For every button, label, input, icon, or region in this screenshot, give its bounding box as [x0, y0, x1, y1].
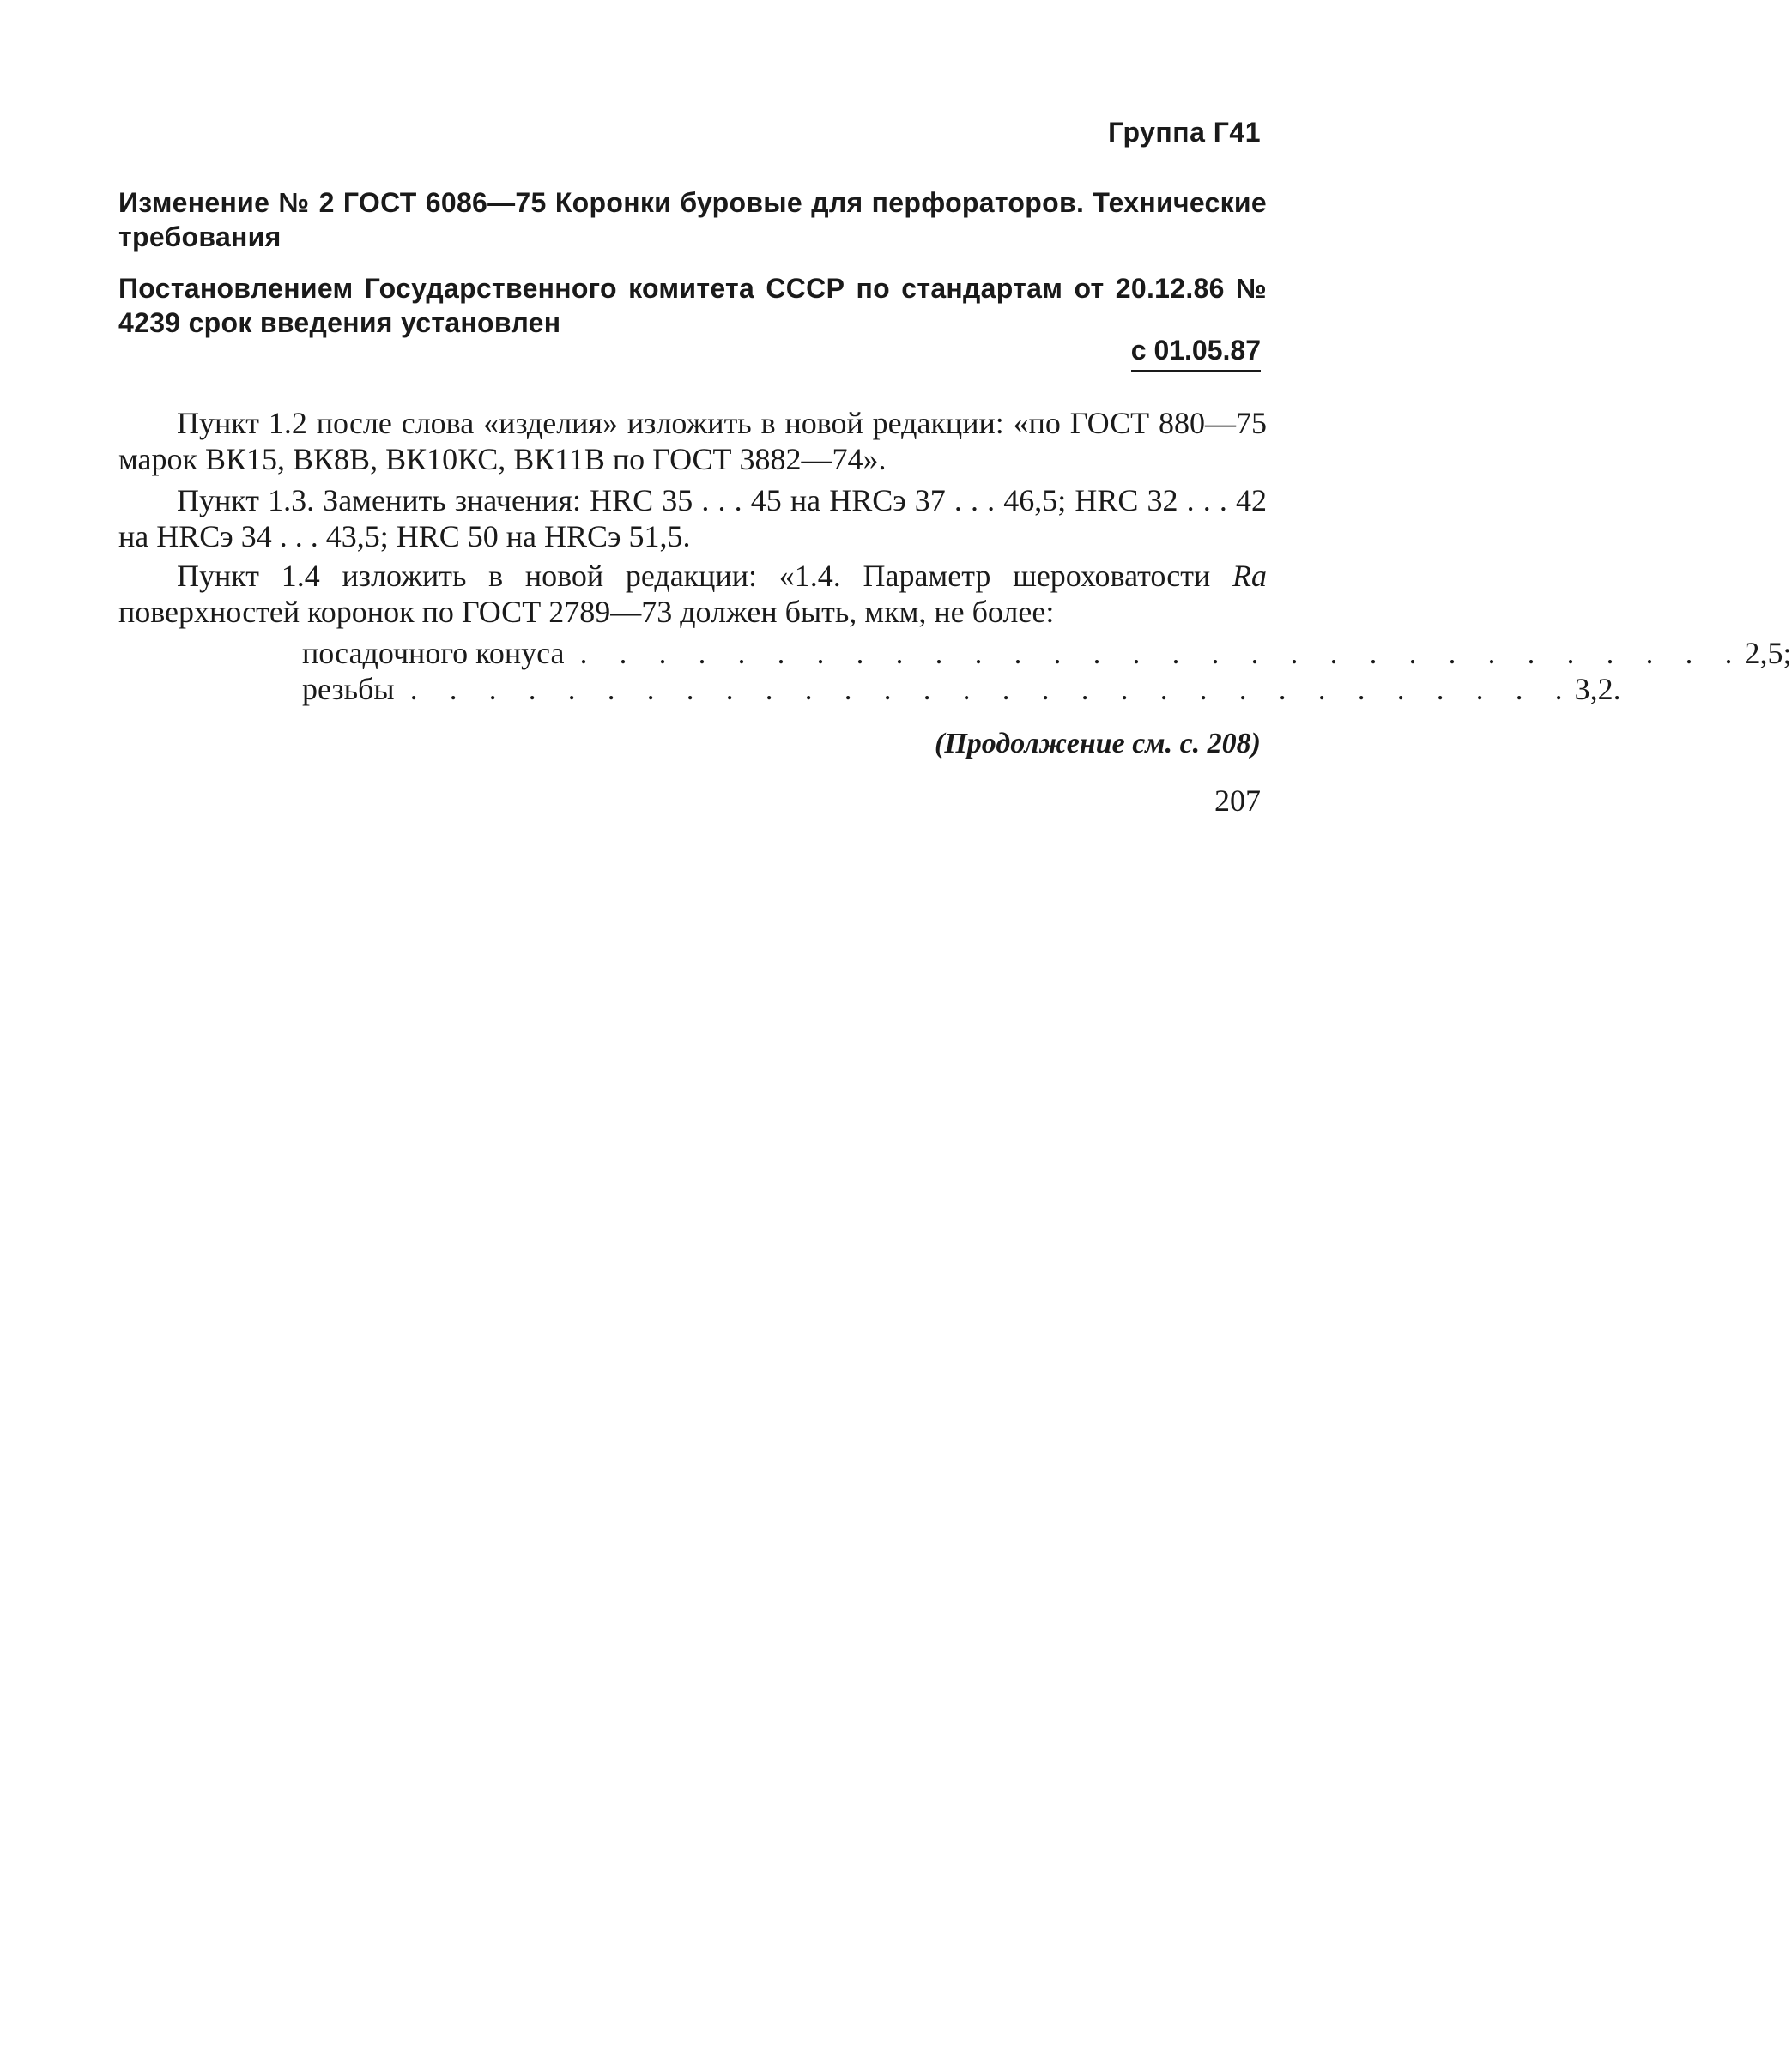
effective-date: с 01.05.87	[1131, 335, 1261, 372]
surface-name: посадочного конуса	[302, 636, 565, 670]
paragraph-1-4-text-after: поверхностей коронок по ГОСТ 2789—73 должен быть, мкм, не более:	[118, 595, 1055, 629]
paragraph-1-4	[118, 558, 1267, 630]
page-number: 207	[1214, 783, 1261, 818]
decree-text: Постановлением Государственного комитета СССР по стандартам от 20.12.86 № 4239 срок введения установлен	[118, 273, 1267, 338]
roughness-value: 2,5;	[1744, 636, 1792, 670]
dot-leader: . . . . . . . . . . . . . . . . . . . . . . . . . . . . . .	[409, 672, 1575, 706]
group-label: Группа Г41	[1108, 117, 1261, 148]
dot-leader: . . . . . . . . . . . . . . . . . . . . . . . . . . . . . .	[579, 636, 1745, 670]
roughness-symbol: Ra	[1232, 559, 1267, 593]
continuation-note: (Продолжение см. с. 208)	[935, 728, 1261, 759]
table-row	[302, 671, 1621, 707]
paragraph-1-3: Пункт 1.3. Заменить значения: HRC 35 . . . 45 на HRCэ 37 . . . 46,5; HRC 32 . . . 42 на HRCэ 34 . . . 43,5; HRC 50 на HRCэ 51,5.	[118, 483, 1267, 553]
paragraph-1-2: Пункт 1.2 после слова «изделия» изложить в новой редакции: «по ГОСТ 880—75 марок ВК15, ВК8В, ВК10КС, ВК11В по ГОСТ 3882—74».	[118, 406, 1267, 476]
surface-name: резьбы	[302, 672, 395, 706]
change-title: Изменение № 2 ГОСТ 6086—75 Коронки буровые для перфораторов. Технические требования	[118, 187, 1267, 252]
paragraph-1-4-text-before: Пункт 1.4 изложить в новой редакции: «1.4. Параметр шероховатости	[177, 559, 1232, 593]
roughness-value: 3,2.	[1574, 672, 1621, 706]
roughness-table	[302, 635, 1792, 707]
table-row	[302, 635, 1792, 671]
